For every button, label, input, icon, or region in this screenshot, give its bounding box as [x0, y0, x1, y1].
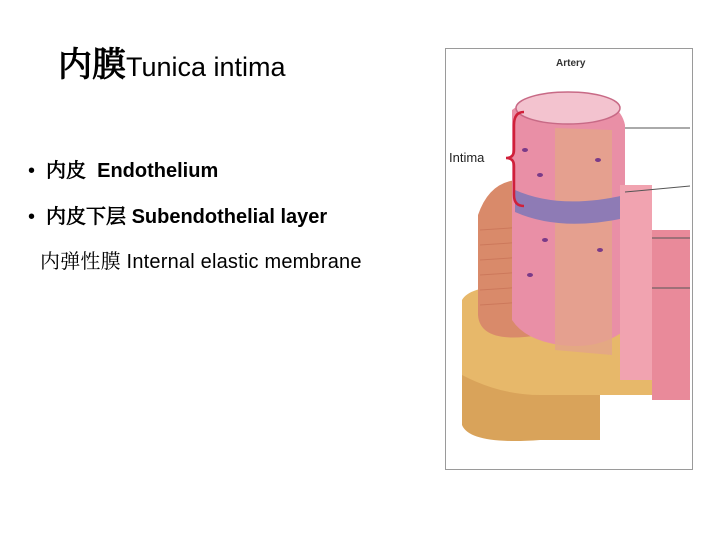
figure-title: Artery [556, 58, 586, 69]
sub-item-internal-elastic: 内弹性膜 Internal elastic membrane [40, 251, 362, 273]
right-column-outer [652, 230, 690, 400]
bullet-dot: • [28, 160, 36, 182]
bullet-label-en: Endothelium [97, 160, 219, 182]
bullet-label-cn: 内皮下层 [46, 206, 126, 228]
right-column [620, 185, 652, 380]
intima-label: Intima [449, 150, 485, 165]
bullet-label-en: Subendothelial layer [131, 206, 328, 228]
bullet-label-cn: 内皮 [46, 160, 86, 182]
bullet-dot: • [28, 206, 36, 228]
title-english: Tunica intima [126, 52, 286, 82]
cut-surface [555, 128, 612, 355]
vessel-lumen [516, 92, 620, 124]
title-chinese: 内膜 [58, 45, 126, 85]
